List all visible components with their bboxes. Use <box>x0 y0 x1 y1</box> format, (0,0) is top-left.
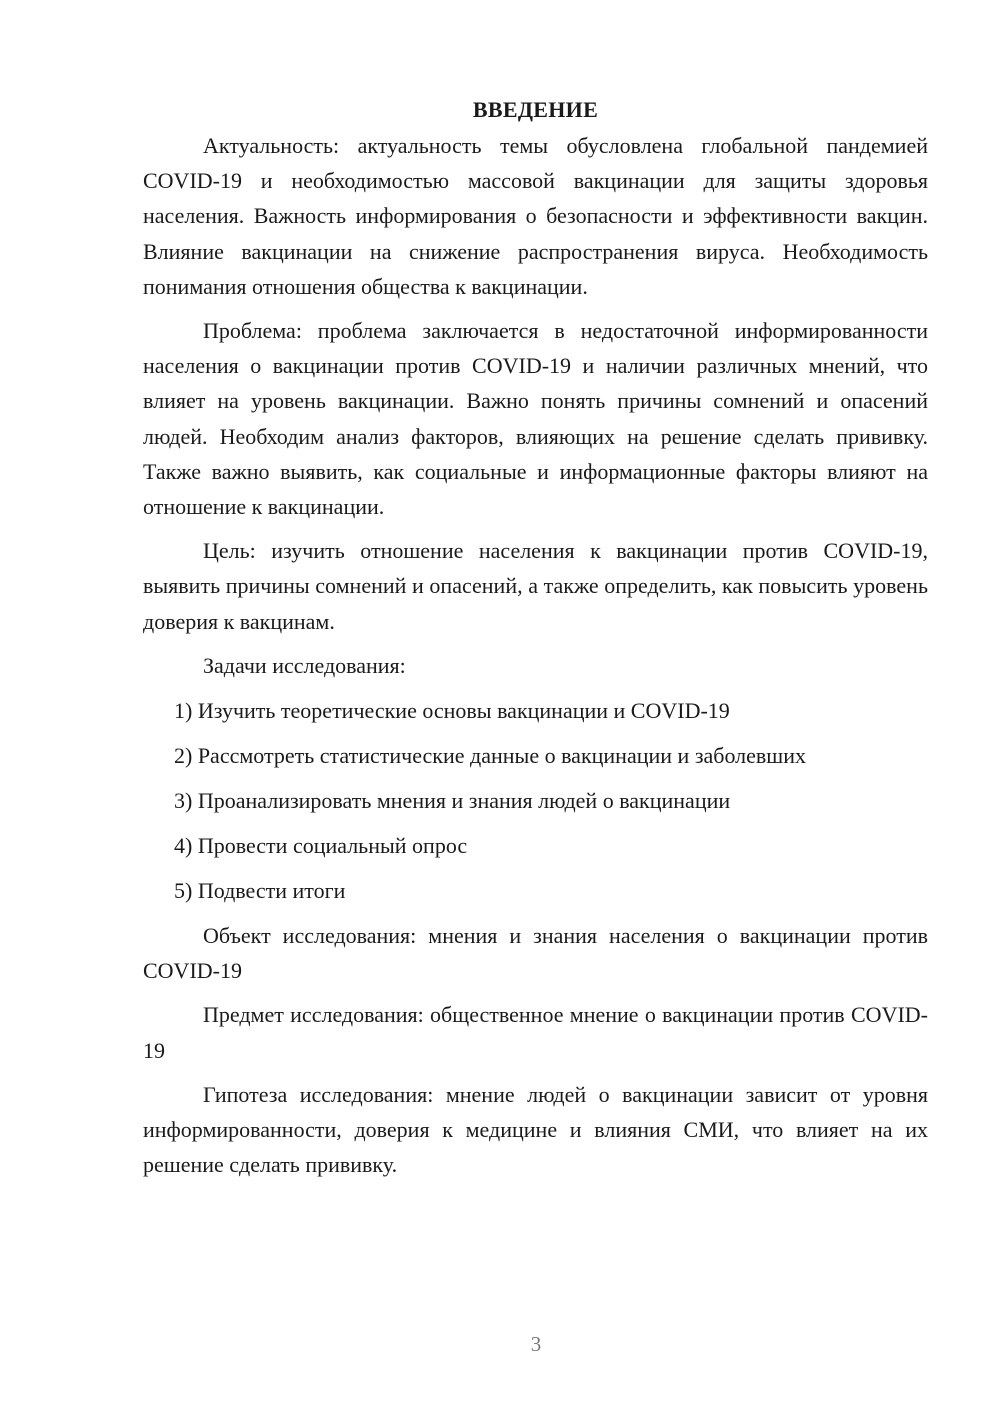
paragraph-goal: Цель: изучить отношение населения к вакцинации против COVID-19, выявить причины сомнений и опасений, а также определить, как повысить уровень доверия к вакцинам. <box>143 538 928 634</box>
document-page <box>143 92 928 1182</box>
list-item: 4) Провести социальный опрос <box>174 833 468 859</box>
list-item: 2) Рассмотреть статистические данные о вакцинации и заболевших <box>174 743 807 769</box>
list-item: 1) Изучить теоретические основы вакцинации и COVID-19 <box>174 698 730 724</box>
list-item: 3) Проанализировать мнения и знания людей о вакцинации <box>174 788 731 814</box>
paragraph-relevance: Актуальность: актуальность темы обусловлена глобальной пандемией COVID-19 и необходимостью массовой вакцинации для защиты здоровья населения. Важность информирования о безопасности и эффективности вакцин. Влияние вакцинации на снижение распространения вируса. Необходимость понимания отношения общества к вакцинации. <box>143 133 928 299</box>
paragraph-hypothesis: Гипотеза исследования: мнение людей о вакцинации зависит от уровня информированности, доверия к медицине и влияния СМИ, что влияет на их решение сделать прививку. <box>143 1081 928 1178</box>
paragraph-object: Объект исследования: мнения и знания населения о вакцинации против COVID-19 <box>143 923 928 984</box>
page-number: 3 <box>530 1332 542 1356</box>
page-title: ВВЕДЕНИЕ <box>472 97 599 122</box>
tasks-list <box>143 693 928 908</box>
paragraph-subject: Предмет исследования: общественное мнение о вакцинации против COVID-19 <box>143 1002 928 1063</box>
tasks-heading: Задачи исследования: <box>203 652 406 678</box>
list-item: 5) Подвести итоги <box>174 878 346 904</box>
paragraph-problem: Проблема: проблема заключается в недостаточной информированности населения о вакцинации против COVID-19 и наличии различных мнений, что влияет на уровень вакцинации. Важно понять причины сомнений и опасений людей. Необходим анализ факторов, влияющих на решение сделать прививку. Также важно выявить, как социальные и информационные факторы влияют на отношение к вакцинации. <box>143 318 928 520</box>
